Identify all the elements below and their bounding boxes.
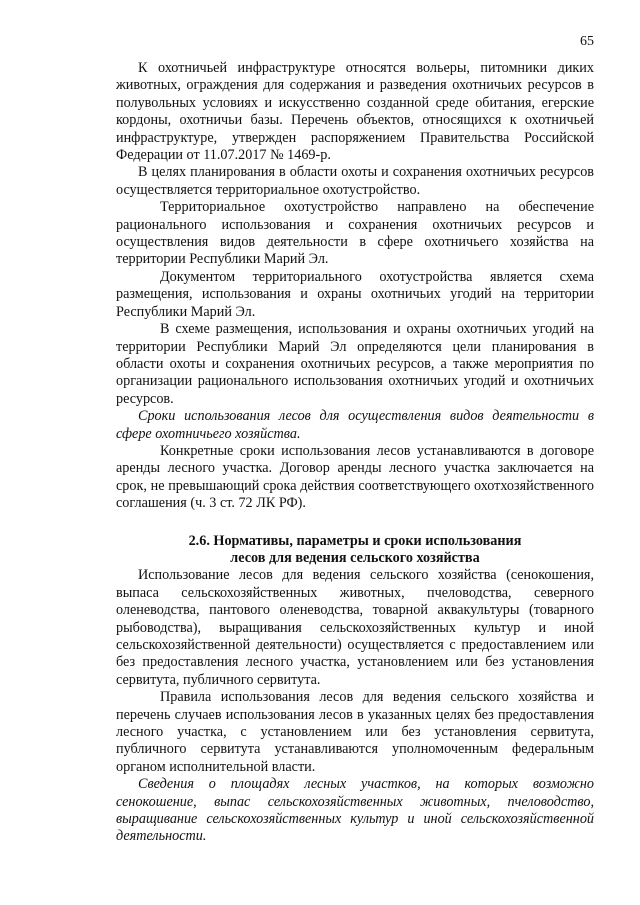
paragraph-terms-italic: Сроки использования лесов для осуществления видов деятельности в сфере охотничьего хозяйства. [116, 408, 594, 442]
section-heading [116, 533, 594, 568]
paragraph-scheme: В схеме размещения, использования и охраны охотничьих угодий на территории Республики Марий Эл определяются цели планирования в области охоты и сохранения охотничьих ресурсов, а также мероприятия по организации рационального использования охотничьих угодий и охотничьих ресурсов. [116, 321, 594, 407]
paragraph-territorial: Территориальное охотустройство направлено на обеспечение рационального использования и сохранения охотничьих ресурсов и осуществления видов деятельности в сфере охотничьего хозяйства на территории Республики Марий Эл. [116, 199, 594, 268]
paragraph-document: Документом территориального охотустройства является схема размещения, использования и охраны охотничьих угодий на территории Республики Марий Эл. [116, 268, 594, 320]
paragraph-rules: Правила использования лесов для ведения сельского хозяйства и перечень случаев использования лесов в указанных целях без предоставления лесного участка, с установлением или без установления сервитута, публичного сервитута устанавливаются уполномоченным федеральным органом исполнительной власти. [116, 689, 594, 775]
paragraph-planning: В целях планирования в области охоты и сохранения охотничьих ресурсов осуществляется территориальное охотустройство. [116, 164, 594, 198]
document-body [116, 60, 594, 846]
section-heading-line1: 2.6. Нормативы, параметры и сроки использования [188, 532, 522, 549]
paragraph-agri-use: Использование лесов для ведения сельского хозяйства (сенокошения, выпаса сельскохозяйственных животных, пчеловодства, северного оленеводства, пантового оленеводства, товарной аквакультуры (товарного рыбоводства), выращивания сельскохозяйственных культур и иной сельскохозяйственной деятельности) осуществляется с предоставлением или без предоставления лесного участка, установлением или без установления сервитута, публичного сервитута. [116, 567, 594, 688]
paragraph-infrastructure: К охотничьей инфраструктуре относятся вольеры, питомники диких животных, ограждения для содержания и разведения охотничьих ресурсов в полувольных условиях и искусственно созданной среде обитания, егерские кордоны, охотничьи базы. Перечень объектов, относящихся к охотничьей инфраструктуре, утвержден распоряжением Правительства Российской Федерации от 11.07.2017 № 1469-р. [116, 60, 594, 164]
page-number: 65 [580, 34, 594, 49]
section-heading-line2: лесов для ведения сельского хозяйства [230, 549, 480, 566]
paragraph-terms: Конкретные сроки использования лесов устанавливаются в договоре аренды лесного участка. Договор аренды лесного участка заключается на срок, не превышающий срока действия соответствующего охотхозяйственного соглашения (ч. 3 ст. 72 ЛК РФ). [116, 442, 594, 512]
paragraph-info-italic: Сведения о площадях лесных участков, на которых возможно сенокошение, выпас сельскохозяйственных животных, пчеловодство, выращивание сельскохозяйственных культур и иной сельскохозяйственной деятельности. [116, 776, 594, 845]
